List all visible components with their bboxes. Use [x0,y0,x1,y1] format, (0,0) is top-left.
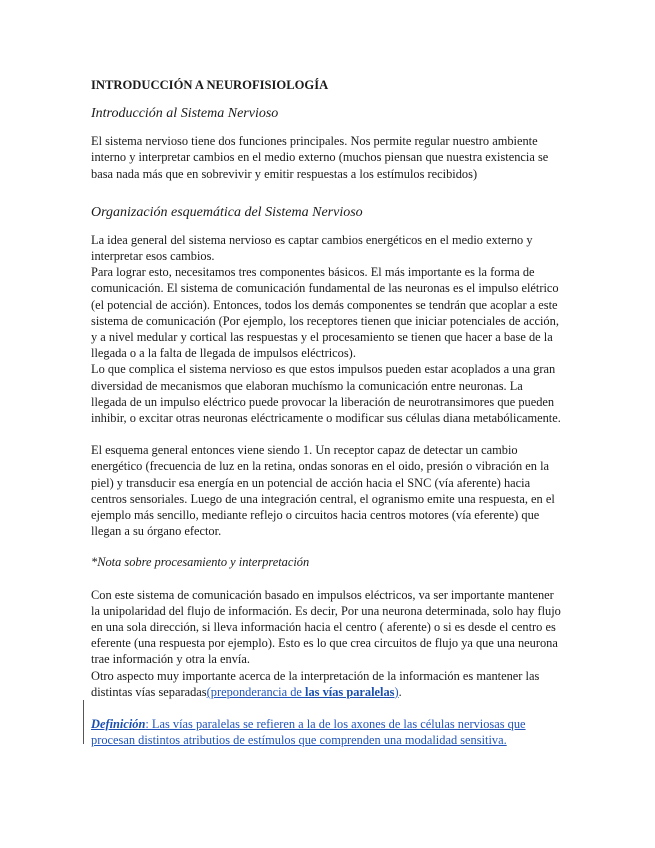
parallel-pathways-link[interactable] [207,685,399,699]
paragraph-organization-3: Lo que complica el sistema nervioso es que estos impulsos pueden estar acoplados a una gran diversidad de mecanismos que elaboran muchísmo la comunicación entre neuronas. La llegada de un impulso eléctrico puede provocar la liberación de neurotransimores que pueden inhibir, o excitar otras neuronas eléctricamente o modificar sus células diana metabólicamente. [91,362,561,426]
definition-paragraph[interactable] [91,716,561,748]
note-heading: *Nota sobre procesamiento y interpretación [91,555,310,570]
document-body [91,60,561,749]
document-title: INTRODUCCIÓN A NEUROFISIOLOGÍA [91,78,329,92]
section-heading-intro: Introducción al Sistema Nervioso [91,106,279,122]
note-2-text: Otro aspecto muy importante acerca de la interpretación de la información es mantener las distintas vías separadas [91,668,540,699]
link-close-text: ) [394,684,399,699]
note-2-end: . [398,684,402,699]
paragraph-organization-1: La idea general del sistema nervioso es captar cambios energéticos en el medio externo y interpretar esos cambios. [91,232,533,264]
section-heading-organization: Organización esquemática del Sistema Nervioso [91,204,363,220]
paragraph-organization-4: El esquema general entonces viene siendo 1. Un receptor capaz de detectar un cambio energético (frecuencia de luz en la retina, ondas sonoras en el oido, presión o vibración en la piel) y transducir esa energía en un potencial de acción hacia el SNC (vía aferente) hacia centros sensoriales. Luego de una integración central, el ogranismo emite una respuesta, en el ejemplo más sencillo, mediante reflejo o circuitos hacia centros motores (vía eferente) que llegan a su órgano efector. [91,443,555,539]
link-bold-text: las vías paralelas [305,684,395,699]
definition-text[interactable]: : Las vías paralelas se refieren a la de los axones de las células nerviosas que procesan distintos atributios de estímulos que comprenden una modalidad sensitiva. [91,717,526,748]
definition-term[interactable]: Definición [91,717,146,732]
paragraph-intro: El sistema nervioso tiene dos funciones principales. Nos permite regular nuestro ambiente interno y interpretar cambios en el medio externo (muchos piensan que nuestra existencia se basa nada más que en sobrevivir y emitir respuestas a los estímulos recibidos) [91,134,549,181]
paragraph-note-1: Con este sistema de comunicación basado en impulsos eléctricos, va ser importante mantener la unipolaridad del flujo de información. Es decir, Por una neurona determinada, solo hay flujo en una sola dirección, si lleva información hacia el centro ( aferente) o si es desde el centro es eferente (una respuesta por ejemplo). Esto es lo que crea circuitos de flujo ya que una neurona trae información y otra la envía. [91,587,561,667]
paragraph-organization-2: Para lograr esto, necesitamos tres componentes básicos. El más importante es la forma de comunicación. El sistema de comunicación fundamental de las neuronas es el impulso elétrico (el potencial de acción). Entonces, todos los demás componentes se tendrán que acoplar a este sistema de comunicación (Por ejemplo, los receptores tienen que iniciar potenciales de acción, y a nivel medular y cortical las respuestas y el procesamiento se tienen que hacer a base de la llegada o a la falta de llegada de impulsos eléctricos). [91,265,559,361]
margin-change-bar [83,700,84,744]
paragraph-note-2 [91,668,561,700]
link-open-text: (preponderancia de [206,684,306,699]
